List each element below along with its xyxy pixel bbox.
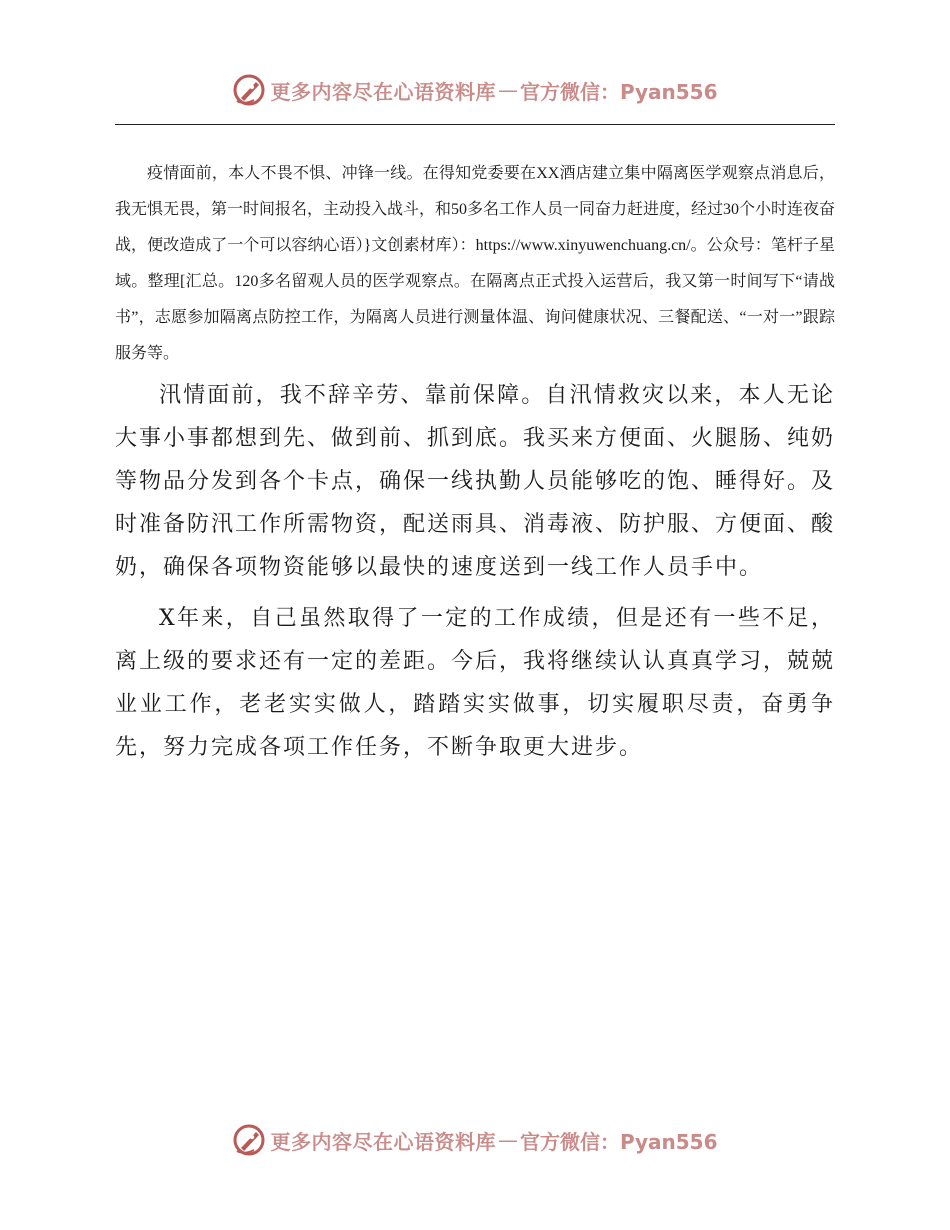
document-body	[115, 156, 835, 769]
header-banner	[0, 70, 950, 110]
paragraph-summary: X年来，自己虽然取得了一定的工作成绩，但是还有一些不足，离上级的要求还有一定的差距。今后，我将继续认认真真学习，兢兢业业工作，老老实实做人，踏踏实实做事，切实履职尽责，奋勇争先，努力完成各项工作任务，不断争取更大进步。	[115, 606, 836, 760]
pen-logo-icon	[232, 1123, 266, 1157]
footer-wechat-text: 官方微信：Pyan556	[519, 1129, 718, 1154]
header-separator: —	[497, 78, 518, 102]
paragraph-epidemic: 疫情面前，本人不畏不惧、冲锋一线。在得知党委要在XX酒店建立集中隔离医学观察点消息后，我无惧无畏，第一时间报名，主动投入战斗，和50多名工作人员一同奋力赶进度，经过30个小时连夜奋战，便改造成了一个可以容纳心语）}文创素材库）：https://www.xinyuwenchuang.cn/。公众号：笔杆子星域。整理[汇总。120多名留观人员的医学观察点。在隔离点正式投入运营后，我又第一时间写下“请战书”，志愿参加隔离点防控工作，为隔离人员进行测量体温、询问健康状况、三餐配送、“一对一”跟踪服务等。	[115, 165, 836, 362]
header-wechat-text: 官方微信：Pyan556	[519, 79, 718, 104]
pen-logo-icon	[232, 73, 266, 107]
header-divider	[115, 124, 835, 125]
footer-brand-text: 更多内容尽在心语资料库	[270, 1129, 496, 1154]
paragraph-flood: 汛情面前，我不辞辛劳、靠前保障。自汛情救灾以来，本人无论大事小事都想到先、做到前、抓到底。我买来方便面、火腿肠、纯奶等物品分发到各个卡点，确保一线执勤人员能够吃的饱、睡得好。及时准备防汛工作所需物资，配送雨具、消毒液、防护服、方便面、酸奶，确保各项物资能够以最快的速度送到一线工作人员手中。	[115, 383, 836, 580]
footer-banner	[0, 1120, 950, 1160]
header-brand-text: 更多内容尽在心语资料库	[270, 79, 496, 104]
footer-separator: —	[497, 1128, 518, 1152]
